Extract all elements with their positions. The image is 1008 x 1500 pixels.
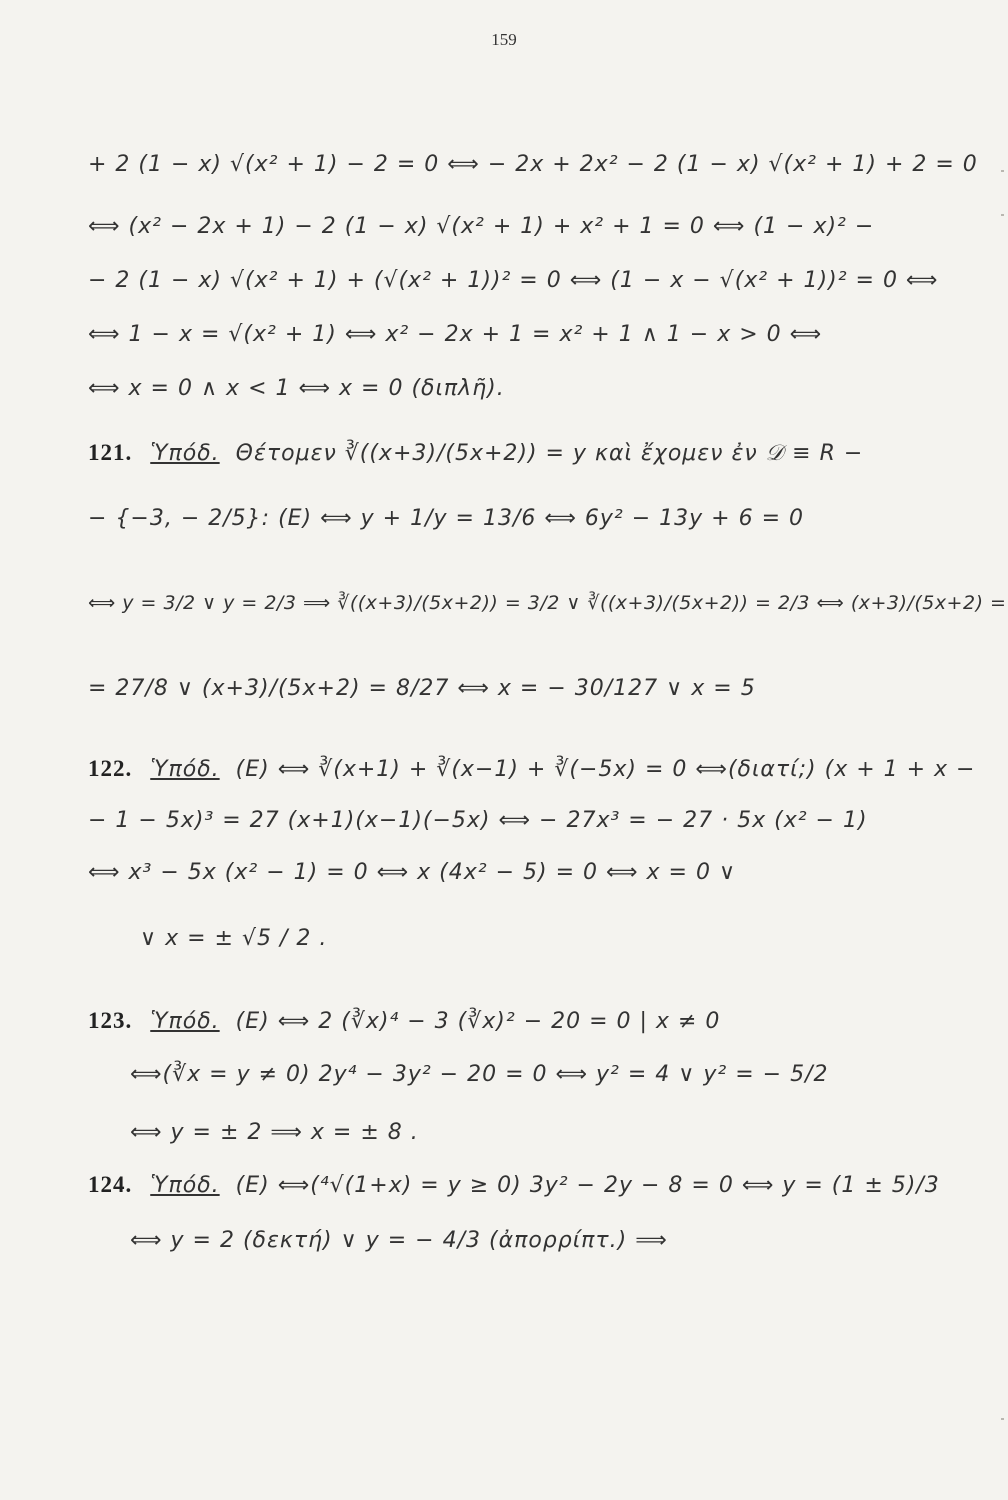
line-text: ⟺ 1 − x = √(x² + 1) ⟺ x² − 2x + 1 = x² + 1 ∧ 1 − x > 0 ⟺ [88, 322, 823, 347]
line-text: Θέτομεν ∛((x+3)/(5x+2)) = y καὶ ἔχομεν ἐν 𝒟 ≡ R − [235, 441, 864, 466]
exercise-number: 123. [88, 1008, 133, 1033]
solution-line [88, 214, 874, 239]
line-text: − {−3, − 2/5}: (E) ⟺ y + 1/y = 13/6 ⟺ 6y² − 13y + 6 = 0 [88, 506, 804, 531]
solution-line [140, 926, 327, 951]
solution-line [88, 592, 1006, 614]
solution-line [88, 152, 978, 177]
line-text: (E) ⟺ ∛(x+1) + ∛(x−1) + ∛(−5x) = 0 ⟺(διατί;) (x + 1 + x − [235, 757, 976, 782]
line-text: + 2 (1 − x) √(x² + 1) − 2 = 0 ⟺ − 2x + 2x² − 2 (1 − x) √(x² + 1) + 2 = 0 [88, 152, 978, 177]
exercise-number: 122. [88, 756, 133, 781]
exercise-number: 124. [88, 1172, 133, 1197]
solution-line [88, 808, 868, 833]
scan-mark [1001, 214, 1004, 216]
line-text: ⟺(∛x = y ≠ 0) 2y⁴ − 3y² − 20 = 0 ⟺ y² = 4 ∨ y² = − 5/2 [130, 1062, 829, 1087]
scan-mark [1001, 170, 1004, 172]
line-text: − 1 − 5x)³ = 27 (x+1)(x−1)(−5x) ⟺ − 27x³ = − 27 · 5x (x² − 1) [88, 808, 868, 833]
solution-line [88, 506, 804, 531]
line-text: (E) ⟺(⁴√(1+x) = y ≥ 0) 3y² − 2y − 8 = 0 ⟺ y = (1 ± 5)/3 [235, 1173, 940, 1198]
hint-label: Ὑπόδ. [150, 1173, 220, 1198]
page-number: 159 [491, 30, 517, 49]
line-text: ⟺ (x² − 2x + 1) − 2 (1 − x) √(x² + 1) + x² + 1 = 0 ⟺ (1 − x)² − [88, 214, 875, 239]
solution-line [88, 322, 822, 347]
line-text: ⟺ x³ − 5x (x² − 1) = 0 ⟺ x (4x² − 5) = 0 ⟺ x = 0 ∨ [88, 860, 737, 885]
solution-line [130, 1120, 419, 1145]
hint-label: Ὑπόδ. [150, 441, 220, 466]
exercise-124 [88, 1172, 940, 1198]
solution-line [88, 268, 938, 293]
line-text: (E) ⟺ 2 (∛x)⁴ − 3 (∛x)² − 20 = 0 | x ≠ 0 [235, 1009, 721, 1034]
line-text: ∨ x = ± √5 / 2 . [140, 926, 328, 951]
hint-label: Ὑπόδ. [150, 757, 220, 782]
solution-line [88, 376, 505, 401]
exercise-122 [88, 756, 976, 782]
solution-line [130, 1228, 668, 1253]
exercise-121 [88, 440, 863, 466]
hint-label: Ὑπόδ. [150, 1009, 220, 1034]
solution-line [88, 676, 756, 701]
exercise-123 [88, 1008, 720, 1034]
line-text: ⟺ y = ± 2 ⟹ x = ± 8 . [130, 1120, 419, 1145]
exercise-number: 121. [88, 440, 133, 465]
solution-line [130, 1062, 828, 1087]
line-text: ⟺ y = 3/2 ∨ y = 2/3 ⟹ ∛((x+3)/(5x+2)) = 3/2 ∨ ∛((x+3)/(5x+2)) = 2/3 ⟺ (x+3)/(5x+2) = [88, 592, 1007, 614]
line-text: − 2 (1 − x) √(x² + 1) + (√(x² + 1))² = 0 ⟺ (1 − x − √(x² + 1))² = 0 ⟺ [88, 268, 939, 293]
line-text: = 27/8 ∨ (x+3)/(5x+2) = 8/27 ⟺ x = − 30/127 ∨ x = 5 [88, 676, 756, 701]
solution-line [88, 860, 736, 885]
line-text: ⟺ x = 0 ∧ x < 1 ⟺ x = 0 (διπλῆ). [88, 376, 505, 401]
line-text: ⟺ y = 2 (δεκτή) ∨ y = − 4/3 (ἀπορρίπτ.) ⟹ [130, 1228, 668, 1253]
scan-mark [1001, 1418, 1004, 1420]
